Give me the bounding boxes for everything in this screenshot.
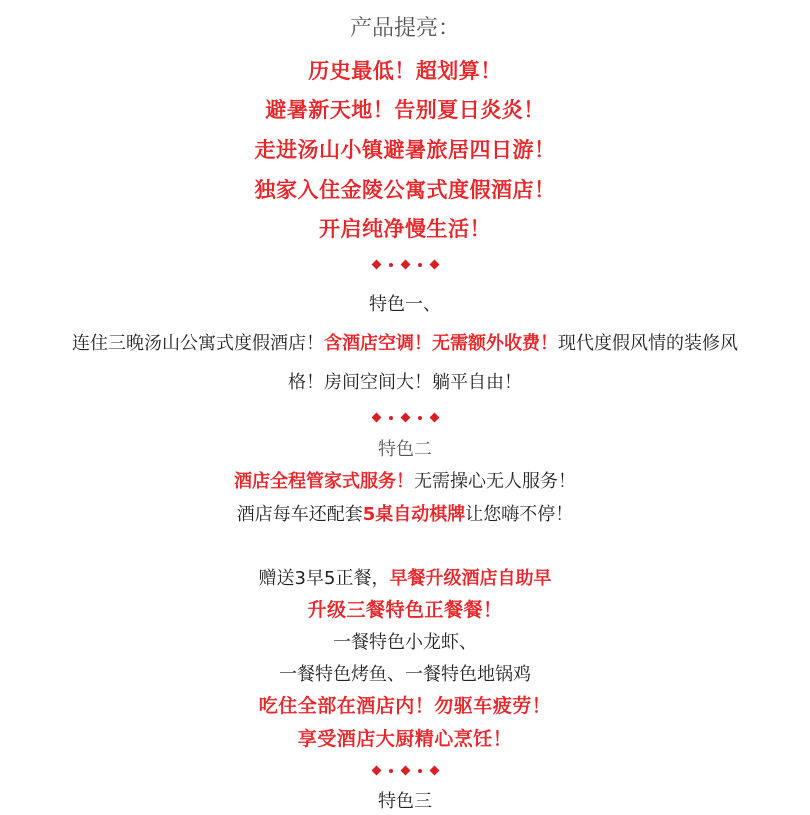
feature-one-label: 特色一、 bbox=[369, 294, 441, 315]
meal-line1 bbox=[0, 570, 810, 588]
page-title: 产品提亮： bbox=[349, 16, 460, 41]
meal-text: 赠送3早5正餐， bbox=[258, 568, 390, 589]
diamond-icon bbox=[371, 260, 381, 270]
dot-icon bbox=[418, 416, 422, 420]
diamond-icon bbox=[400, 413, 410, 423]
feature-two-label: 特色二 bbox=[378, 439, 432, 460]
dot-icon bbox=[418, 263, 422, 267]
dot-icon bbox=[418, 769, 422, 773]
feature-two-line2 bbox=[0, 506, 810, 524]
headline-slow-life: 开启纯净慢生活！ bbox=[319, 217, 491, 241]
dish-line2: 一餐特色烤鱼、一餐特色地锅鸡 bbox=[279, 664, 531, 685]
meal-highlight: 早餐升级酒店自助早 bbox=[389, 568, 552, 589]
dot-icon bbox=[389, 263, 393, 267]
diamond-divider bbox=[0, 767, 810, 774]
feature-two-mahjong: 5桌自动棋牌 bbox=[362, 504, 466, 525]
diamond-divider bbox=[0, 414, 810, 421]
feature-one-text-a: 连住三晚汤山公寓式度假酒店！ bbox=[72, 333, 324, 354]
diamond-icon bbox=[400, 260, 410, 270]
feature-one-line1 bbox=[0, 335, 810, 353]
feature-two-text-a: 酒店每车还配套 bbox=[236, 504, 363, 525]
chef-highlight: 享受酒店大厨精心烹饪！ bbox=[297, 728, 513, 750]
headline-lowest-price: 历史最低！超划算！ bbox=[308, 59, 502, 83]
diamond-icon bbox=[400, 766, 410, 776]
headline-tangshan-tour: 走进汤山小镇避暑旅居四日游！ bbox=[254, 138, 556, 162]
stay-highlight: 吃住全部在酒店内！勿驱车疲劳！ bbox=[258, 695, 552, 717]
feature-two-text-c: 让您嗨不停！ bbox=[465, 504, 574, 525]
dot-icon bbox=[389, 769, 393, 773]
diamond-icon bbox=[371, 413, 381, 423]
dish-line1: 一餐特色小龙虾、 bbox=[333, 632, 477, 653]
feature-three-label: 特色三 bbox=[378, 791, 432, 812]
headline-exclusive-hotel: 独家入住金陵公寓式度假酒店！ bbox=[254, 178, 556, 202]
diamond-icon bbox=[429, 766, 439, 776]
feature-two-text: 无需操心无人服务！ bbox=[414, 471, 576, 492]
diamond-icon bbox=[429, 260, 439, 270]
dot-icon bbox=[389, 416, 393, 420]
diamond-divider bbox=[0, 261, 810, 268]
headline-summer-escape: 避暑新天地！告别夏日炎炎！ bbox=[265, 98, 545, 122]
feature-two-line1 bbox=[0, 473, 810, 491]
diamond-icon bbox=[371, 766, 381, 776]
feature-two-highlight: 酒店全程管家式服务！ bbox=[234, 471, 414, 492]
meal-line2: 升级三餐特色正餐餐！ bbox=[307, 599, 503, 621]
feature-one-highlight: 含酒店空调！无需额外收费！ bbox=[324, 333, 558, 354]
diamond-icon bbox=[429, 413, 439, 423]
feature-one-line2: 格！房间空间大！躺平自由！ bbox=[288, 372, 522, 393]
feature-one-text-c: 现代度假风情的装修风 bbox=[558, 333, 738, 354]
